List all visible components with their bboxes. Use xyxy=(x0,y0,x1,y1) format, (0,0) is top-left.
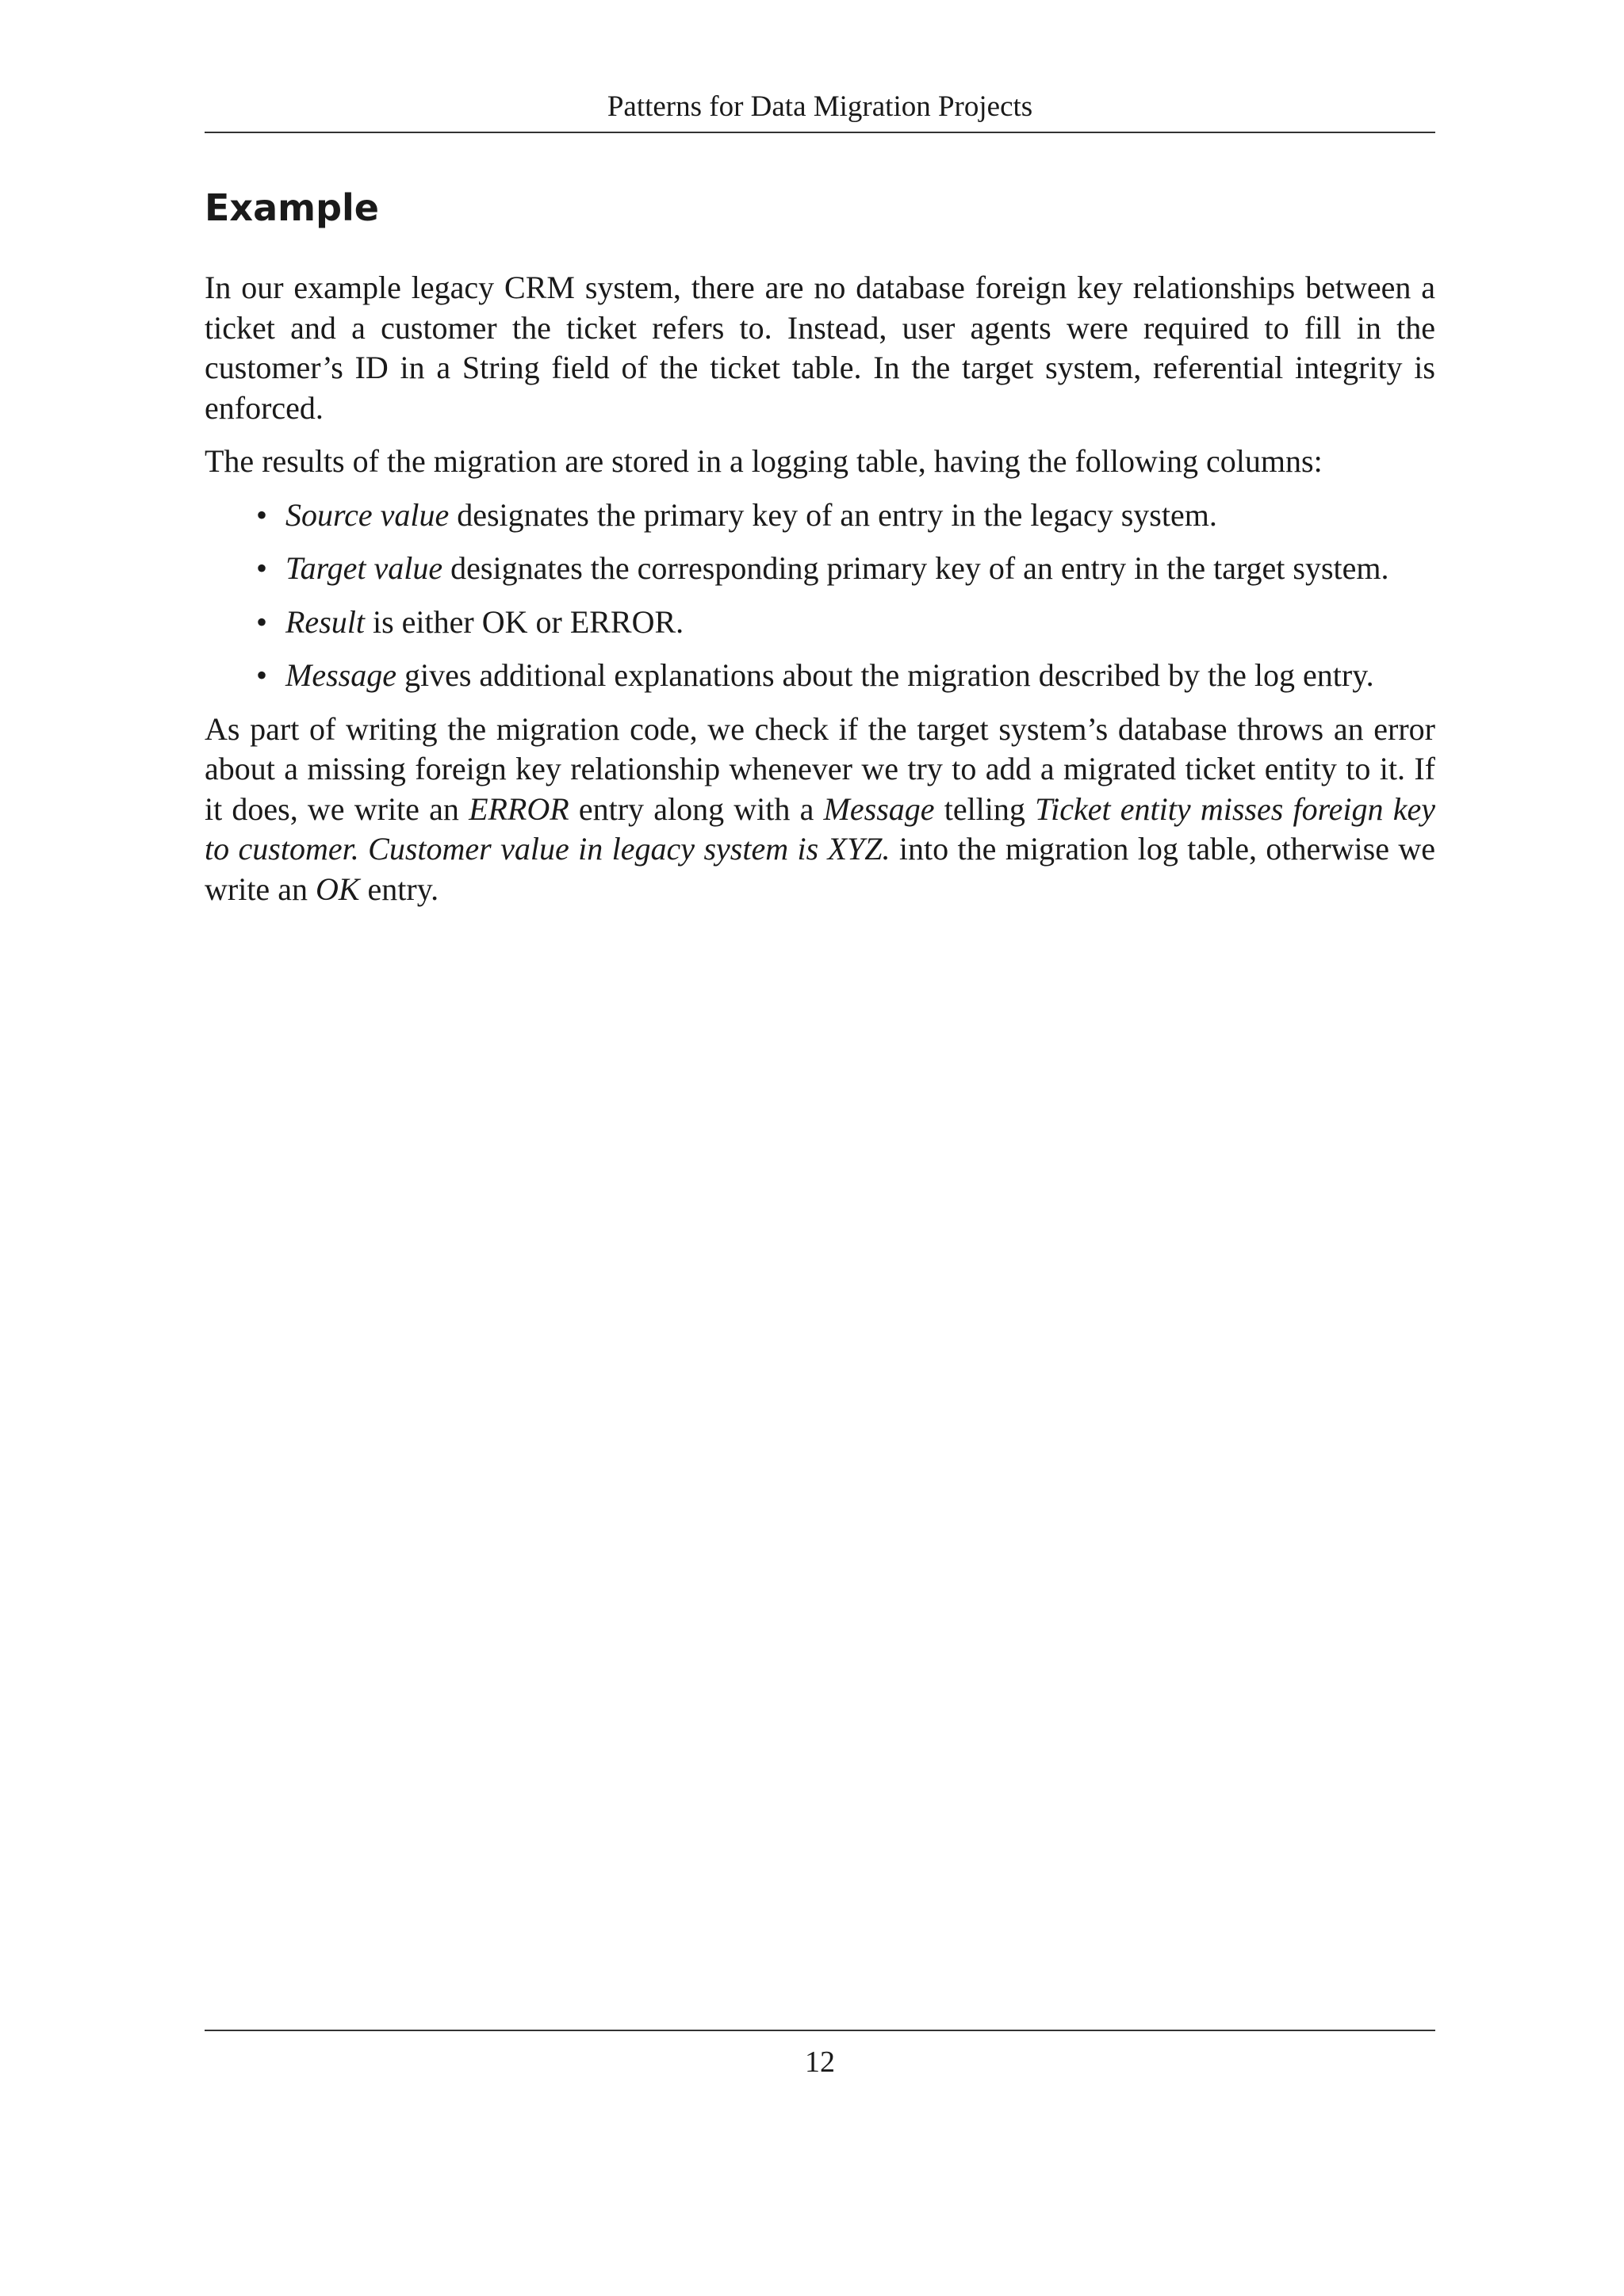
bullet-icon: • xyxy=(255,657,267,693)
closing-paragraph xyxy=(205,710,1435,910)
closing-text: telling xyxy=(934,790,1036,827)
closing-text: entry. xyxy=(359,871,439,907)
closing-text: As part of writing the migration code, we check if the target system’s database throws an error about a missing foreign key relationship whenever we try to add a migrated ticket entity to it. If it does, we write an xyxy=(205,710,1435,827)
running-header: Patterns for Data Migration Projects xyxy=(607,90,1033,123)
list-item xyxy=(205,549,1435,589)
list-description: designates the primary key of an entry in the legacy system. xyxy=(449,496,1217,533)
message-example: Ticket entity misses foreign key to customer. Customer value in legacy system is XYZ. xyxy=(205,790,1435,867)
section-heading: Example xyxy=(205,186,379,229)
list-description: is either OK or ERROR. xyxy=(364,603,684,640)
bullet-icon: • xyxy=(255,550,267,586)
closing-text: into the migration log table, otherwise we write an xyxy=(205,831,1435,907)
list-item xyxy=(205,496,1435,536)
column-list xyxy=(205,496,1435,696)
bullet-icon: • xyxy=(255,496,267,533)
list-item xyxy=(205,603,1435,643)
footer-rule xyxy=(205,2030,1435,2031)
body-text xyxy=(205,268,1435,923)
header-rule xyxy=(205,132,1435,133)
list-term: Target value xyxy=(285,550,443,586)
page-number: 12 xyxy=(805,2045,835,2079)
list-description: gives additional explanations about the migration described by the log entry. xyxy=(396,657,1374,693)
list-item xyxy=(205,656,1435,696)
intro-paragraph: In our example legacy CRM system, there are no database foreign key relationships between a ticket and a customer the ticket refers to. Instead, user agents were required to fill in the customer’s ID in a String field of the ticket table. In the target system, referential integrity is enforced. xyxy=(205,270,1435,426)
closing-text: entry along with a xyxy=(569,790,824,827)
ok-term: OK xyxy=(315,871,360,907)
list-term: Result xyxy=(285,603,365,640)
error-term: ERROR xyxy=(469,790,569,827)
bullet-icon: • xyxy=(255,603,267,640)
list-term: Source value xyxy=(285,496,450,533)
list-term: Message xyxy=(285,657,396,693)
message-term: Message xyxy=(823,790,935,827)
list-description: designates the corresponding primary key of an entry in the target system. xyxy=(442,550,1389,586)
results-intro-paragraph: The results of the migration are stored in a logging table, having the following columns: xyxy=(205,443,1323,479)
